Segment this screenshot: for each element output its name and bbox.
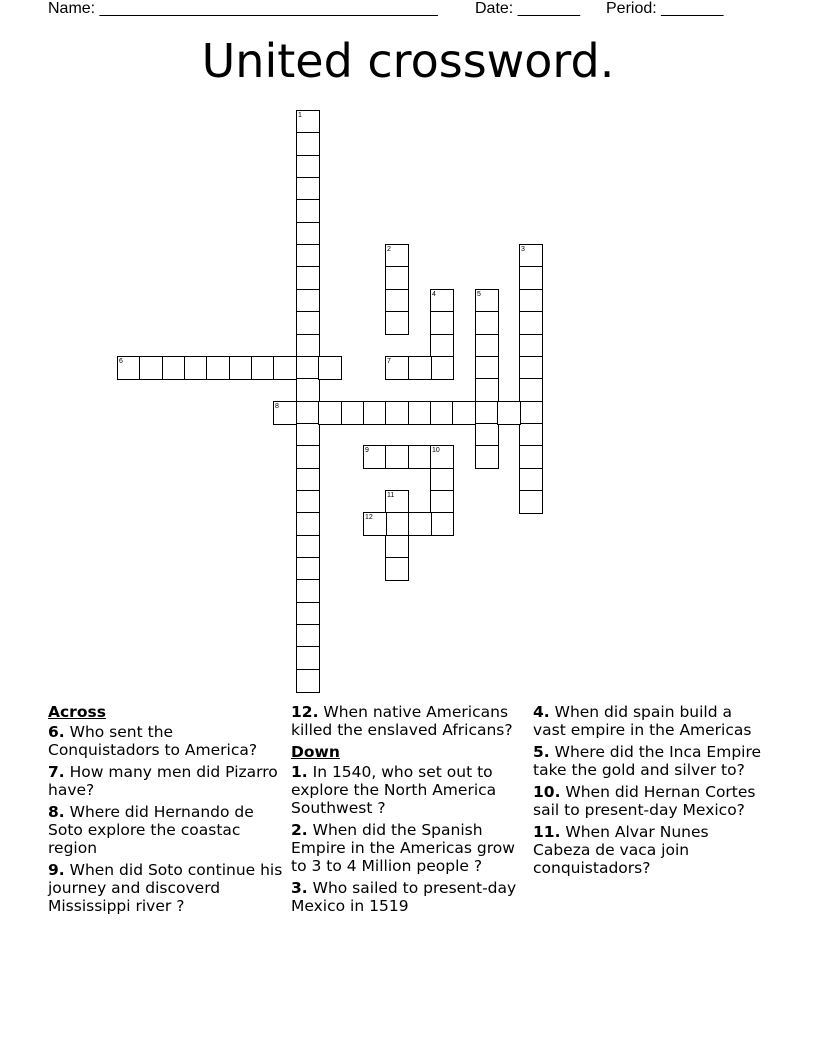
grid-cell[interactable] bbox=[296, 646, 320, 670]
clue-number: 6 bbox=[119, 358, 123, 365]
grid-cell[interactable] bbox=[385, 311, 409, 335]
grid-cell[interactable] bbox=[296, 378, 320, 402]
grid-cell[interactable] bbox=[385, 445, 409, 469]
grid-cell[interactable] bbox=[318, 401, 342, 425]
grid-cell[interactable] bbox=[519, 289, 543, 313]
clue-across-12: 12. When native Americans killed the enslaved Africans? bbox=[291, 703, 513, 739]
grid-cell[interactable] bbox=[251, 356, 275, 380]
grid-cell[interactable] bbox=[296, 266, 320, 290]
grid-cell[interactable] bbox=[273, 356, 297, 380]
grid-cell[interactable] bbox=[519, 266, 543, 290]
page-title: United crossword. bbox=[201, 34, 615, 88]
clue-number: 11 bbox=[387, 492, 395, 499]
clue-number: 1 bbox=[298, 112, 302, 119]
grid-cell[interactable] bbox=[497, 401, 521, 425]
grid-cell[interactable] bbox=[452, 401, 476, 425]
grid-cell[interactable] bbox=[117, 356, 141, 380]
grid-cell[interactable] bbox=[408, 356, 432, 380]
grid-cell[interactable] bbox=[430, 445, 454, 469]
grid-cell[interactable] bbox=[408, 512, 432, 536]
grid-cell[interactable] bbox=[296, 490, 320, 514]
grid-cell[interactable] bbox=[296, 311, 320, 335]
grid-cell[interactable] bbox=[430, 468, 454, 492]
clue-across-8: 8. Where did Hernando de Soto explore the coastac region bbox=[48, 803, 254, 857]
clue-number: 4 bbox=[432, 291, 436, 298]
grid-cell[interactable] bbox=[296, 624, 320, 648]
grid-cell[interactable] bbox=[296, 557, 320, 581]
grid-cell[interactable] bbox=[408, 445, 432, 469]
grid-cell[interactable] bbox=[519, 490, 543, 514]
name-field[interactable]: Name: ______________________________________ bbox=[48, 0, 438, 17]
grid-cell[interactable] bbox=[273, 401, 297, 425]
grid-cell[interactable] bbox=[296, 199, 320, 223]
grid-cell[interactable] bbox=[430, 311, 454, 335]
grid-cell[interactable] bbox=[519, 244, 543, 268]
grid-cell[interactable] bbox=[296, 334, 320, 358]
grid-cell[interactable] bbox=[385, 244, 409, 268]
clues-column-3 bbox=[533, 703, 769, 881]
clue-down-10: 10. When did Hernan Cortes sail to present-day Mexico? bbox=[533, 783, 756, 819]
grid-cell[interactable] bbox=[318, 356, 342, 380]
grid-cell[interactable] bbox=[385, 266, 409, 290]
grid-cell[interactable] bbox=[296, 110, 320, 134]
clue-down-4: 4. When did spain build a vast empire in the Americas bbox=[533, 703, 752, 739]
clues-column-2 bbox=[291, 703, 527, 919]
grid-cell[interactable] bbox=[385, 512, 409, 536]
grid-cell[interactable] bbox=[475, 289, 499, 313]
grid-cell[interactable] bbox=[296, 177, 320, 201]
grid-cell[interactable] bbox=[296, 579, 320, 603]
grid-cell[interactable] bbox=[475, 378, 499, 402]
clue-across-6: 6. Who sent the Conquistadors to America? bbox=[48, 723, 258, 759]
grid-cell[interactable] bbox=[184, 356, 208, 380]
grid-cell[interactable] bbox=[519, 334, 543, 358]
grid-cell[interactable] bbox=[229, 356, 253, 380]
grid-cell[interactable] bbox=[475, 401, 499, 425]
grid-cell[interactable] bbox=[296, 669, 320, 693]
grid-cell[interactable] bbox=[475, 356, 499, 380]
grid-cell[interactable] bbox=[385, 356, 409, 380]
grid-cell[interactable] bbox=[430, 490, 454, 514]
grid-cell[interactable] bbox=[385, 289, 409, 313]
clues-column-1 bbox=[48, 703, 284, 919]
clue-down-5: 5. Where did the Inca Empire take the gold and silver to? bbox=[533, 743, 762, 779]
grid-cell[interactable] bbox=[430, 356, 454, 380]
grid-cell[interactable] bbox=[475, 445, 499, 469]
down-heading: Down bbox=[291, 743, 340, 761]
grid-cell[interactable] bbox=[385, 557, 409, 581]
clue-number: 5 bbox=[477, 291, 481, 298]
grid-cell[interactable] bbox=[519, 468, 543, 492]
grid-cell[interactable] bbox=[519, 423, 543, 447]
clue-number: 2 bbox=[387, 246, 391, 253]
grid-cell[interactable] bbox=[162, 356, 186, 380]
grid-cell[interactable] bbox=[408, 401, 432, 425]
grid-cell[interactable] bbox=[475, 311, 499, 335]
clue-down-11: 11. When Alvar Nunes Cabeza de vaca join conquistadors? bbox=[533, 823, 709, 877]
grid-cell[interactable] bbox=[296, 512, 320, 536]
grid-cell[interactable] bbox=[430, 289, 454, 313]
clue-down-2: 2. When did the Spanish Empire in the Americas grow to 3 to 4 Million people ? bbox=[291, 821, 515, 875]
grid-cell[interactable] bbox=[430, 334, 454, 358]
grid-cell[interactable] bbox=[519, 356, 543, 380]
clue-across-9: 9. When did Soto continue his journey and discoverd Mississippi river ? bbox=[48, 861, 283, 915]
across-heading: Across bbox=[48, 703, 106, 721]
clue-number: 10 bbox=[432, 447, 440, 454]
clue-down-3: 3. Who sailed to present-day Mexico in 1519 bbox=[291, 879, 517, 915]
date-field[interactable]: Date: _______ bbox=[475, 0, 580, 17]
grid-cell[interactable] bbox=[519, 378, 543, 402]
grid-cell[interactable] bbox=[296, 423, 320, 447]
grid-cell[interactable] bbox=[341, 401, 365, 425]
period-field[interactable]: Period: _______ bbox=[606, 0, 724, 17]
grid-cell[interactable] bbox=[475, 423, 499, 447]
grid-cell[interactable] bbox=[296, 468, 320, 492]
grid-cell[interactable] bbox=[385, 490, 409, 514]
grid-cell[interactable] bbox=[296, 602, 320, 626]
grid-cell[interactable] bbox=[296, 401, 320, 425]
grid-cell[interactable] bbox=[296, 535, 320, 559]
grid-cell[interactable] bbox=[206, 356, 230, 380]
grid-cell[interactable] bbox=[385, 535, 409, 559]
clue-across-7: 7. How many men did Pizarro have? bbox=[48, 763, 278, 799]
grid-cell[interactable] bbox=[385, 401, 409, 425]
clue-number: 9 bbox=[365, 447, 369, 454]
grid-cell[interactable] bbox=[296, 222, 320, 246]
grid-cell[interactable] bbox=[139, 356, 163, 380]
grid-cell[interactable] bbox=[430, 401, 454, 425]
grid-cell[interactable] bbox=[519, 401, 543, 425]
grid-cell[interactable] bbox=[363, 401, 387, 425]
grid-cell[interactable] bbox=[519, 311, 543, 335]
clue-number: 3 bbox=[521, 246, 525, 253]
clue-number: 7 bbox=[387, 358, 391, 365]
grid-cell[interactable] bbox=[296, 132, 320, 156]
clue-number: 8 bbox=[275, 403, 279, 410]
grid-cell[interactable] bbox=[296, 289, 320, 313]
grid-cell[interactable] bbox=[296, 356, 320, 380]
grid-cell[interactable] bbox=[296, 445, 320, 469]
grid-cell[interactable] bbox=[363, 512, 387, 536]
grid-cell[interactable] bbox=[296, 244, 320, 268]
clue-down-1: 1. In 1540, who set out to explore the North America Southwest ? bbox=[291, 763, 497, 817]
grid-cell[interactable] bbox=[296, 155, 320, 179]
clue-number: 12 bbox=[365, 514, 373, 521]
grid-cell[interactable] bbox=[363, 445, 387, 469]
grid-cell[interactable] bbox=[519, 445, 543, 469]
grid-cell[interactable] bbox=[475, 334, 499, 358]
grid-cell[interactable] bbox=[430, 512, 454, 536]
